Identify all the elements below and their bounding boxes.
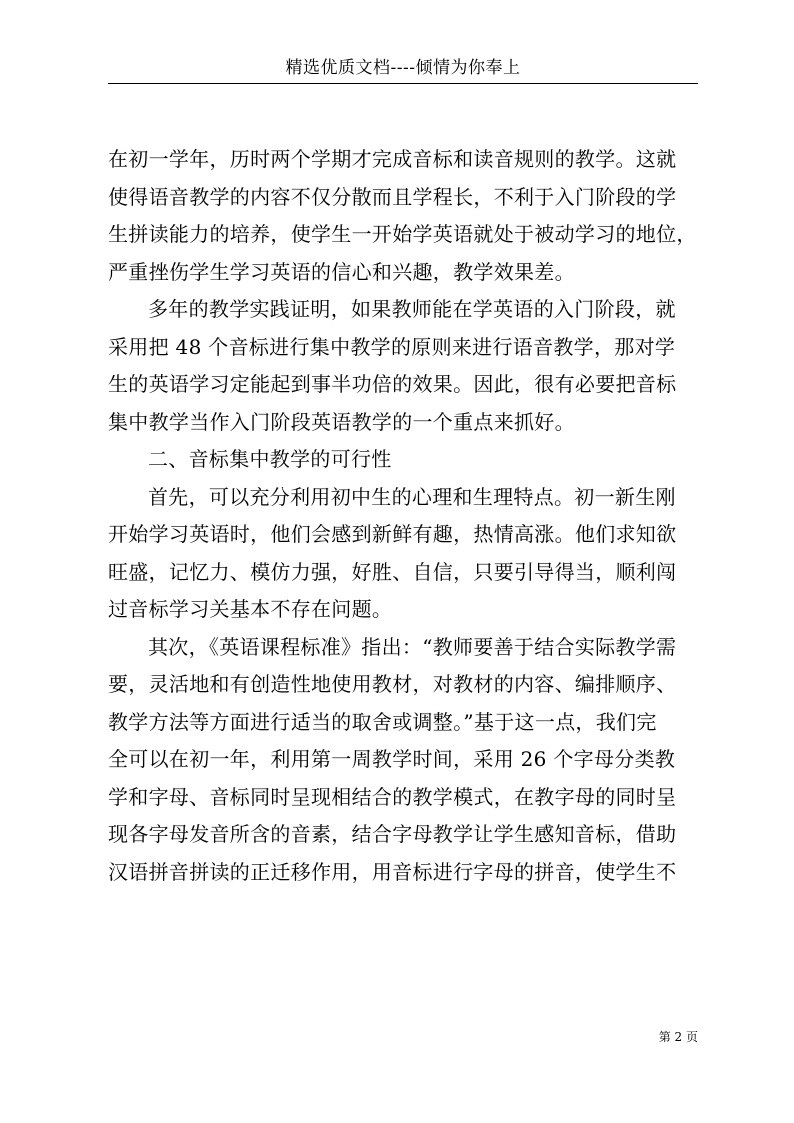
- text-line: 现各字母发音所含的音素，结合字母教学让学生感知音标，借助: [108, 822, 677, 846]
- text-line: 学和字母、音标同时呈现相结合的教学模式，在教字母的同时呈: [108, 784, 677, 809]
- page-footer: [640, 1028, 698, 1046]
- document-body: [108, 141, 698, 891]
- text-line: 要，灵活地和有创造性地使用教材，对教材的内容、编排顺序、: [108, 672, 677, 696]
- text-line: 在初一学年，历时两个学期才完成音标和读音规则的教学。这就: [108, 147, 677, 171]
- text-line: 生的英语学习定能起到事半功倍的效果。因此，很有必要把音标: [108, 372, 677, 396]
- text-line: 开始学习英语时，他们会感到新鲜有趣，热情高涨。他们求知欲: [108, 522, 677, 546]
- text-line: 首先，可以充分利用初中生的心理和生理特点。初一新生刚: [148, 484, 676, 509]
- header-title: 精选优质文档----倾情为你奉上: [285, 58, 521, 78]
- text-line: 全可以在初一年，利用第一周教学时间，采用 26 个字母分类教: [108, 747, 676, 771]
- text-line: 过音标学习关基本不存在问题。: [108, 597, 393, 621]
- header-divider: [108, 83, 698, 84]
- page-number: 第 2 页: [658, 1030, 698, 1044]
- text-line: 教学方法等方面进行适当的取舍或调整。”基于这一点，我们完: [108, 709, 657, 734]
- text-line: 多年的教学实践证明，如果教师能在学英语的入门阶段，就: [148, 297, 676, 321]
- text-line: 使得语音教学的内容不仅分散而且学程长，不利于入门阶段的学: [108, 184, 677, 209]
- text-line: 采用把 48 个音标进行集中教学的原则来进行语音教学，那对学: [108, 334, 676, 359]
- text-line: 严重挫伤学生学习英语的信心和兴趣，教学效果差。: [108, 259, 575, 284]
- page-header: [108, 54, 698, 82]
- text-line: 旺盛，记忆力、模仿力强，好胜、自信，只要引导得当，顺利闯: [108, 559, 677, 584]
- text-line: 集中教学当作入门阶段英语教学的一个重点来抓好。: [108, 409, 575, 434]
- section-heading: 二、音标集中教学的可行性: [148, 447, 392, 471]
- text-line: 其次，《英语课程标准》指出：“教师要善于结合实际教学需: [148, 634, 677, 659]
- text-line: 生拼读能力的培养，使学生一开始学英语就处于被动学习的地位，: [108, 222, 697, 246]
- text-line: 汉语拼音拼读的正迁移作用，用音标进行字母的拼音，使学生不: [108, 859, 677, 884]
